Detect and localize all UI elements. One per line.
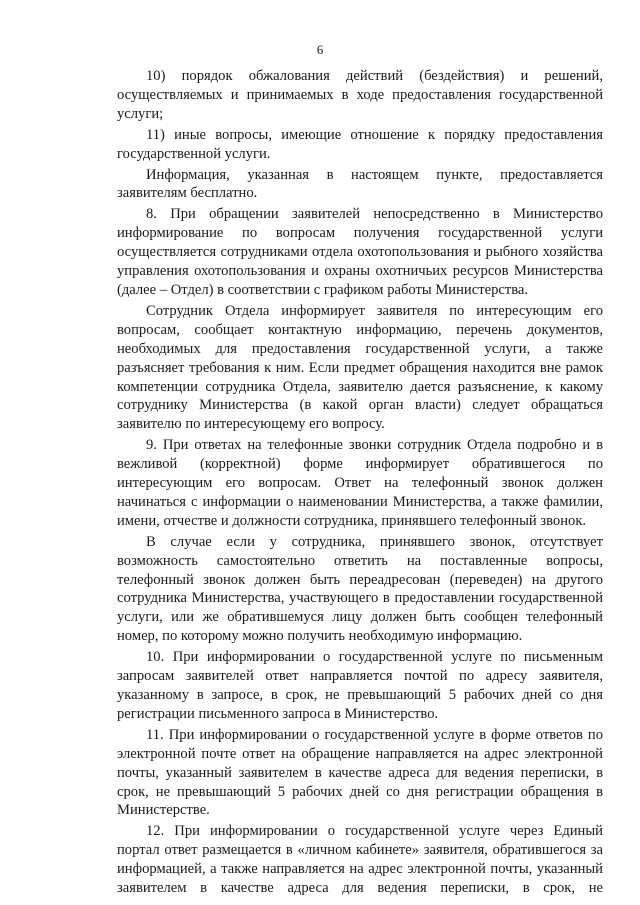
paragraph-call-forwarding: В случае если у сотрудника, принявшего звонок, отсутствует возможность самостоятельно ответить на поставленные вопросы, телефонный звонок должен быть переадресован (переведен) на другого сотрудника Министерства, участвующего в предоставлении государственной услуги, или же обратившемуся лицу должен быть сообщен телефонный номер, по которому можно получить необходимую информацию. [117,533,603,645]
paragraph-item-10: 10. При информировании о государственной услуге по письменным запросам заявителей ответ направляется почтой по адресу заявителя, указанному в запросе, в срок, не превышающий 5 рабочих дней со дня регистрации письменного запроса в Министерство. [117,649,603,722]
document-body [117,67,603,898]
paragraph-department-employee: Сотрудник Отдела информирует заявителя по интересующим его вопросам, сообщает контактную информацию, перечень документов, необходимых для предоставления государственной услуги, а также разъясняет требования к ним. Если предмет обращения находится вне рамок компетенции сотрудника Отдела, заявителю дается разъяснение, к какому сотруднику Министерства (в какой орган власти) следует обращаться заявителю по интересующему его вопросу. [117,302,603,433]
paragraph-item-12: 12. При информировании о государственной услуге через Единый портал ответ размещается в «личном кабинете» заявителя, обратившегося за информацией, а также направляется на адрес электронной почты, указанный заявителем в качестве адреса для ведения переписки, в срок, не [117,823,603,897]
paragraph-item-11: 11. При информировании о государственной услуге в форме ответов по электронной почте ответ на обращение направляется на адрес электронной почты, указанный заявителем в качестве адреса для ведения переписки, в срок, не превышающий 5 рабочих дней со дня регистрации обращения в Министерстве. [117,726,603,819]
paragraph-item-9: 9. При ответах на телефонные звонки сотрудник Отдела подробно и в вежливой (корректной) форме информирует обратившегося по интересующим его вопросам. Ответ на телефонный звонок должен начинаться с информации о наименовании Министерства, а также фамилии, имени, отчестве и должности сотрудника, принявшего телефонный звонок. [117,437,603,529]
paragraph-other-questions: 11) иные вопросы, имеющие отношение к порядку предоставления государственной услуги. [117,126,603,162]
page-number: 6 [316,42,324,57]
paragraph-appeal-procedure: 10) порядок обжалования действий (бездействия) и решений, осуществляемых и принимаемых в ходе предоставления государственной услуги; [117,68,603,122]
paragraph-item-8: 8. При обращении заявителей непосредственно в Министерство информирование по вопросам получения государственной услуги осуществляется сотрудниками отдела охотопользования и рыбного хозяйства управления охотопользования и охраны охотничьих ресурсов Министерства (далее – Отдел) в соответствии с графиком работы Министерства. [117,206,603,298]
paragraph-free-information: Информация, указанная в настоящем пункте, предоставляется заявителям бесплатно. [117,166,603,202]
